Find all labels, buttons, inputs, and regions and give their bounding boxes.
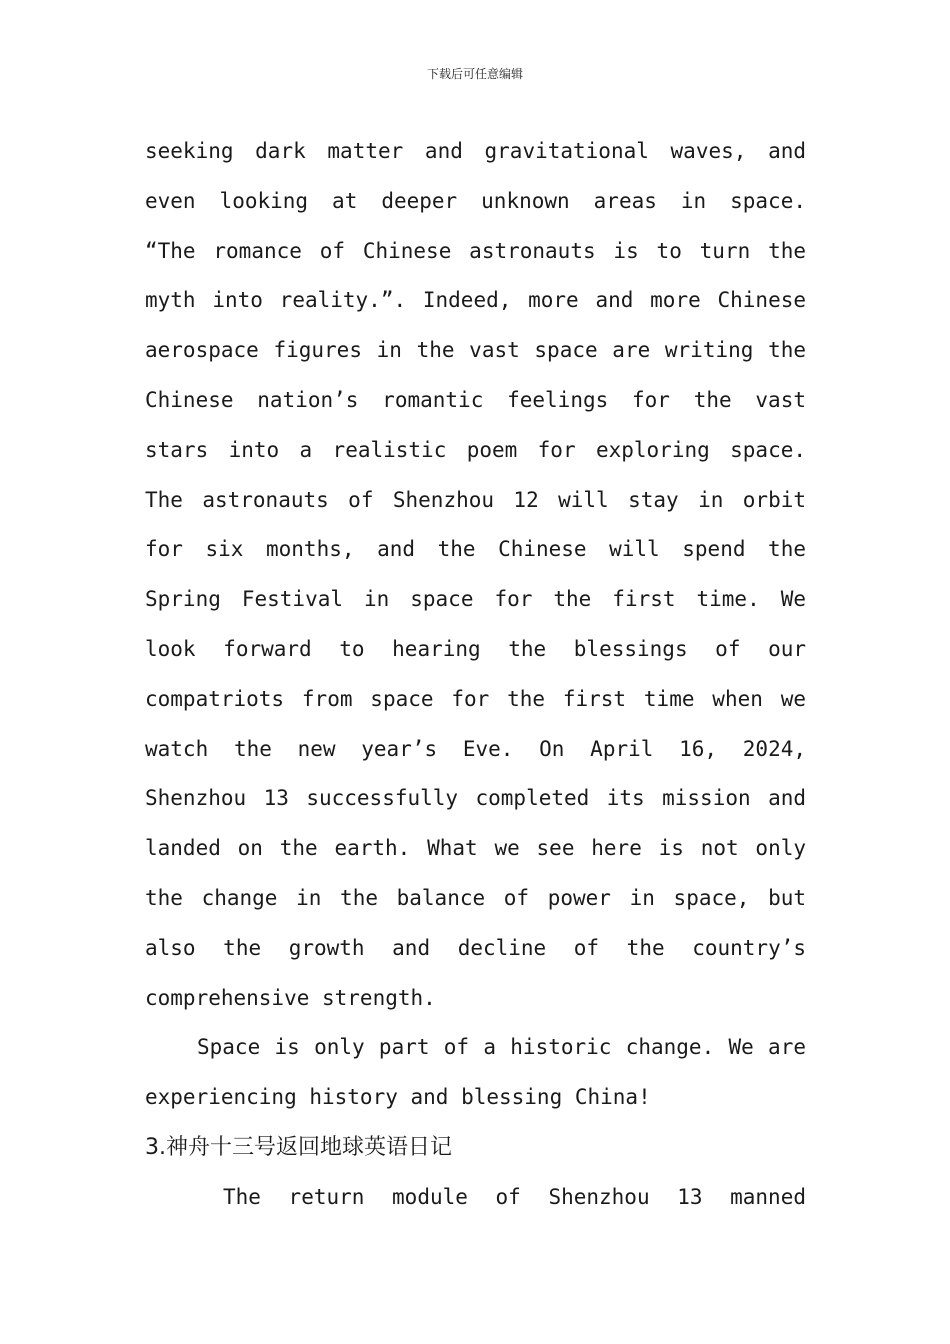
text-line: The return module of Shenzhou 13 manned: [223, 1184, 806, 1209]
text-line: the change in the balance of power in space, but: [145, 885, 806, 910]
text-line: Shenzhou 13 successfully completed its mission and: [145, 786, 806, 811]
paragraph-historic-change: [145, 1023, 806, 1123]
text-line: aerospace figures in the vast space are writing the: [145, 338, 806, 363]
text-line: myth into reality.”. Indeed, more and more Chinese: [145, 288, 806, 313]
text-line: Space is only part of a historic change. We are: [197, 1035, 806, 1060]
text-line: Chinese nation’s romantic feelings for the vast: [145, 387, 806, 412]
text-line: compatriots from space for the first time when we: [145, 686, 806, 711]
text-line: stars into a realistic poem for exploring space.: [145, 437, 806, 462]
text-line: even looking at deeper unknown areas in space.: [145, 188, 806, 213]
text-line: look forward to hearing the blessings of our: [145, 636, 806, 661]
text-line: landed on the earth. What we see here is not only: [145, 836, 806, 861]
paragraph-space-exploration: [145, 127, 806, 1023]
text-line: experiencing history and blessing China!: [145, 1085, 651, 1110]
text-line: “The romance of Chinese astronauts is to turn the: [145, 238, 806, 263]
text-line: also the growth and decline of the country’s: [145, 935, 806, 960]
text-line: watch the new year’s Eve. On April 16, 2024,: [145, 736, 806, 761]
text-line: Spring Festival in space for the first time. We: [145, 587, 806, 612]
text-line: for six months, and the Chinese will spend the: [145, 537, 806, 562]
section-heading: 3.神舟十三号返回地球英语日记: [145, 1134, 452, 1160]
page-header: 下载后可任意编辑: [426, 67, 523, 81]
text-line: The astronauts of Shenzhou 12 will stay in orbit: [145, 487, 806, 512]
text-line: comprehensive strength.: [145, 985, 436, 1010]
paragraph-return-module: [145, 1173, 806, 1223]
text-line: seeking dark matter and gravitational waves, and: [145, 139, 806, 163]
body-text: [145, 127, 806, 1223]
